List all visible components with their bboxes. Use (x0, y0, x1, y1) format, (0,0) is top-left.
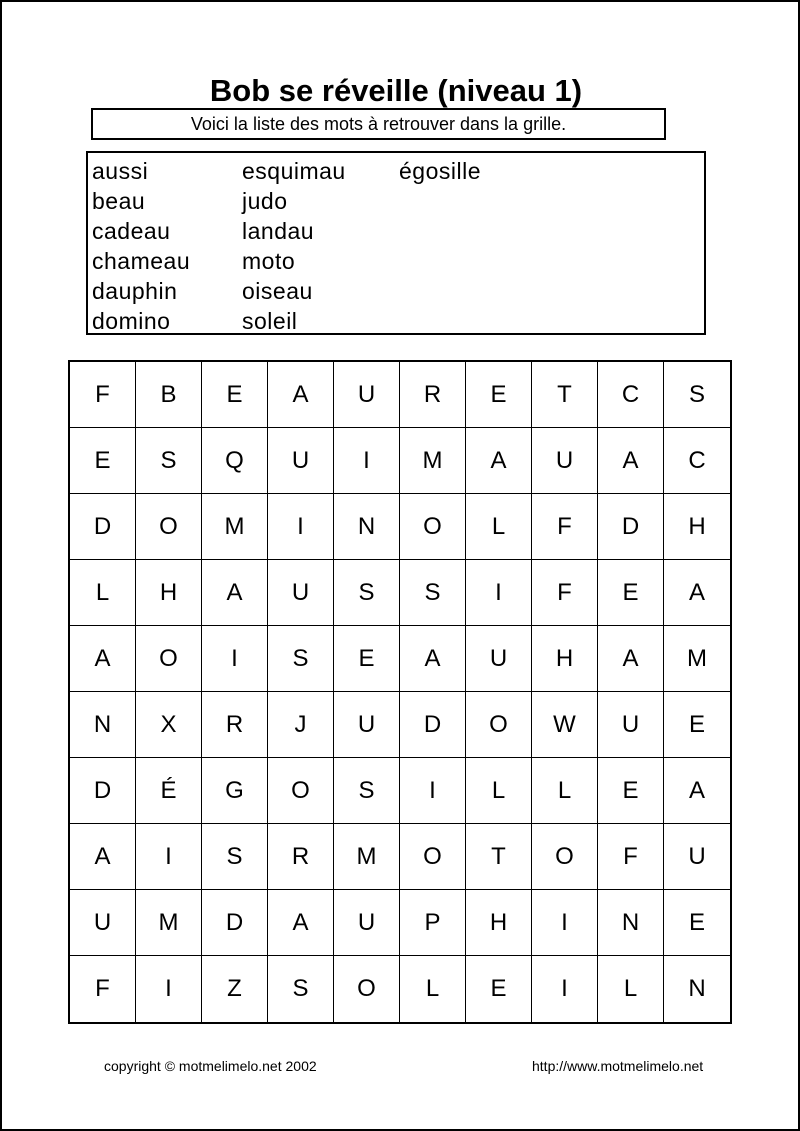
copyright-text: copyright © motmelimelo.net 2002 (104, 1058, 317, 1074)
word-list-column (92, 156, 190, 336)
grid-cell: A (664, 758, 730, 824)
grid-cell: D (598, 494, 664, 560)
grid-cell: A (70, 824, 136, 890)
word-list-item: aussi (92, 158, 149, 184)
grid-cell: A (598, 428, 664, 494)
grid-cell: S (334, 758, 400, 824)
grid-cell: D (202, 890, 268, 956)
word-list-box (86, 151, 706, 335)
grid-cell: H (466, 890, 532, 956)
grid-cell: N (598, 890, 664, 956)
grid-cell: D (400, 692, 466, 758)
grid-cell: O (136, 626, 202, 692)
grid-cell: S (664, 362, 730, 428)
grid-cell: D (70, 494, 136, 560)
grid-cell: I (334, 428, 400, 494)
grid-cell: W (532, 692, 598, 758)
website-url-text: http://www.motmelimelo.net (532, 1058, 704, 1074)
instruction-box (91, 108, 666, 140)
grid-cell: E (598, 758, 664, 824)
instruction-text: Voici la liste des mots à retrouver dans la grille. (190, 113, 567, 134)
grid-cell: E (202, 362, 268, 428)
grid-cell: D (70, 758, 136, 824)
grid-cell: E (664, 692, 730, 758)
grid-cell: T (466, 824, 532, 890)
word-list-item: moto (242, 248, 296, 274)
word-list-column (242, 156, 346, 336)
grid-cell: I (400, 758, 466, 824)
grid-cell: U (598, 692, 664, 758)
grid-cell: T (532, 362, 598, 428)
grid-cell: R (268, 824, 334, 890)
grid-cell: M (136, 890, 202, 956)
grid-cell: U (466, 626, 532, 692)
grid-cell: M (202, 494, 268, 560)
grid-cell: A (598, 626, 664, 692)
grid-cell: A (70, 626, 136, 692)
grid-cell: F (598, 824, 664, 890)
grid-cell: O (334, 956, 400, 1022)
word-search-grid (68, 360, 732, 1024)
grid-cell: S (136, 428, 202, 494)
grid-cell: U (268, 560, 334, 626)
grid-cell: F (70, 362, 136, 428)
page-title: Bob se réveille (niveau 1) (209, 72, 583, 108)
grid-cell: I (532, 890, 598, 956)
grid-cell: A (400, 626, 466, 692)
grid-cell: E (466, 362, 532, 428)
grid-cell: O (268, 758, 334, 824)
grid-cell: A (268, 890, 334, 956)
grid-cell: I (136, 824, 202, 890)
grid-cell: G (202, 758, 268, 824)
grid-cell: E (70, 428, 136, 494)
grid-cell: O (532, 824, 598, 890)
grid-cell: O (466, 692, 532, 758)
grid-cell: F (532, 494, 598, 560)
grid-cell: A (466, 428, 532, 494)
grid-cell: F (70, 956, 136, 1022)
word-list-column (399, 156, 481, 186)
word-list-item: esquimau (242, 158, 346, 184)
grid-cell: U (532, 428, 598, 494)
word-list-item: chameau (92, 248, 191, 274)
word-list-item: judo (242, 188, 288, 214)
grid-cell: U (334, 692, 400, 758)
grid-cell: R (400, 362, 466, 428)
grid-cell: I (466, 560, 532, 626)
grid-cell: J (268, 692, 334, 758)
grid-cell: M (334, 824, 400, 890)
grid-cell: O (400, 824, 466, 890)
word-list-item: égosille (399, 158, 481, 184)
word-list-item: soleil (242, 308, 298, 334)
grid-cell: S (202, 824, 268, 890)
grid-cell: U (334, 362, 400, 428)
grid-cell: L (466, 758, 532, 824)
grid-cell: A (202, 560, 268, 626)
grid-cell: L (400, 956, 466, 1022)
grid-cell: H (532, 626, 598, 692)
grid-cell: U (664, 824, 730, 890)
grid-cell: B (136, 362, 202, 428)
grid-cell: É (136, 758, 202, 824)
grid-cell: U (334, 890, 400, 956)
grid-cell: Q (202, 428, 268, 494)
word-list-item: dauphin (92, 278, 178, 304)
grid-cell: L (532, 758, 598, 824)
grid-cell: S (334, 560, 400, 626)
grid-cell: E (664, 890, 730, 956)
grid-cell: L (70, 560, 136, 626)
grid-cell: O (136, 494, 202, 560)
word-list-item: landau (242, 218, 315, 244)
grid-cell: R (202, 692, 268, 758)
grid-cell: U (70, 890, 136, 956)
grid-cell: N (688, 975, 706, 1002)
grid-cell: L (466, 494, 532, 560)
grid-cell: M (400, 428, 466, 494)
grid-cell: L (598, 956, 664, 1022)
grid-cell: A (664, 560, 730, 626)
word-list-item: cadeau (92, 218, 171, 244)
grid-cell: A (268, 362, 334, 428)
grid-cell: U (268, 428, 334, 494)
grid-cell: H (664, 494, 730, 560)
grid-cell: Z (202, 956, 268, 1022)
grid-cell: N (334, 494, 400, 560)
grid-cell: P (400, 890, 466, 956)
grid-cell: N (70, 692, 136, 758)
grid-cell: I (136, 956, 202, 1022)
grid-cell: F (532, 560, 598, 626)
grid-cell: S (268, 626, 334, 692)
word-list-item: domino (92, 308, 171, 334)
grid-cell: H (136, 560, 202, 626)
grid-cell: X (136, 692, 202, 758)
grid-cell: E (598, 560, 664, 626)
grid-cell: I (268, 494, 334, 560)
grid-cell: C (664, 428, 730, 494)
grid-cell: M (664, 626, 730, 692)
grid-cell: O (400, 494, 466, 560)
word-list-item: beau (92, 188, 146, 214)
grid-cell: I (532, 956, 598, 1022)
grid-cell: E (334, 626, 400, 692)
word-list-item: oiseau (242, 278, 313, 304)
grid-cell: I (202, 626, 268, 692)
grid-cell: S (400, 560, 466, 626)
grid-cell: E (466, 956, 532, 1022)
grid-cell: S (268, 956, 334, 1022)
grid-cell: C (598, 362, 664, 428)
